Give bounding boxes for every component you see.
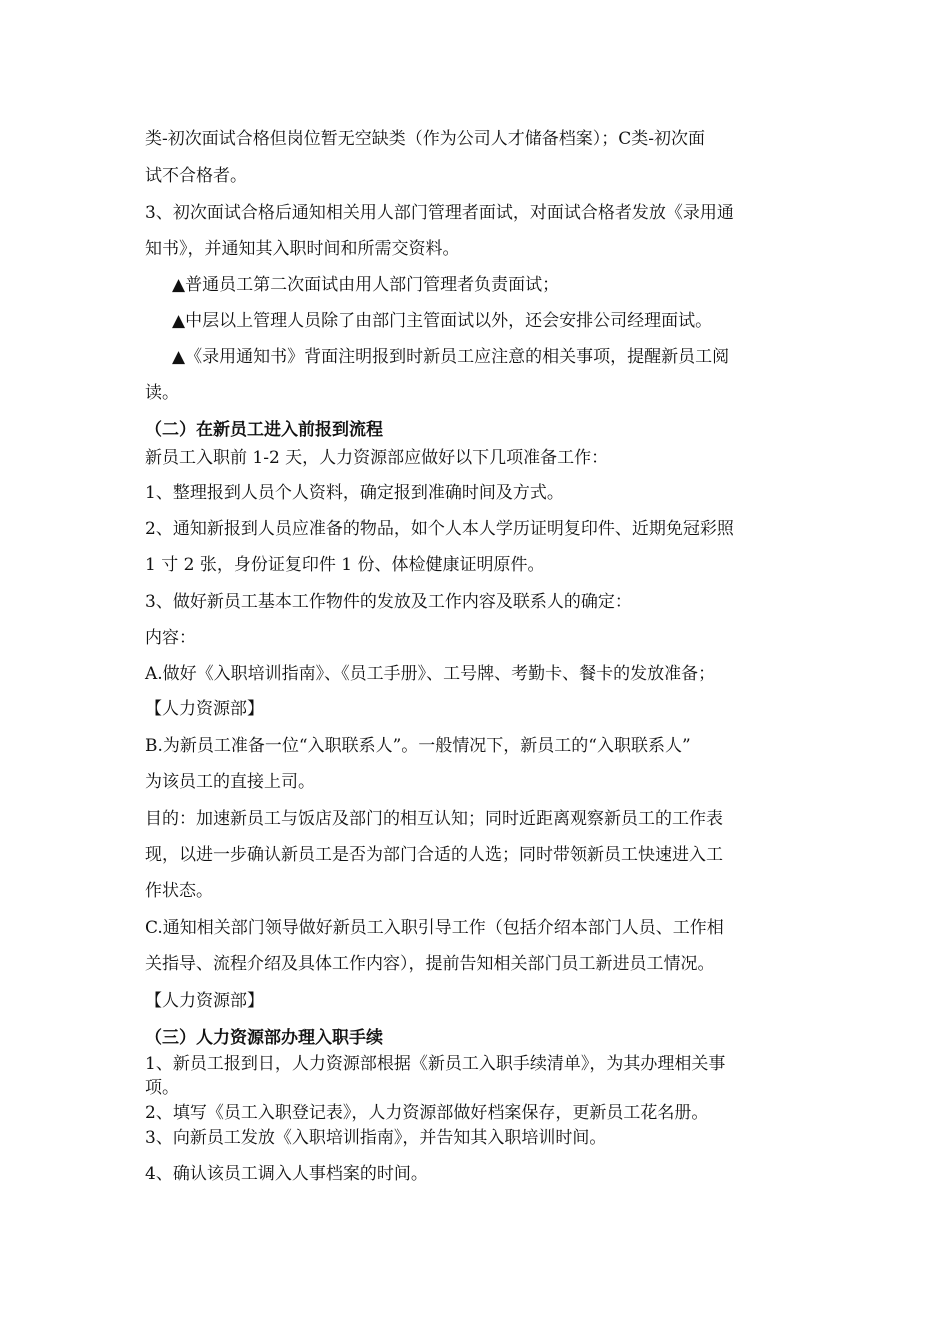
list-item-3: 3、向新员工发放《入职培训指南》，并告知其入职培训时间。: [145, 1128, 607, 1148]
purpose-line: 目的：加速新员工与饭店及部门的相互认知；同时近距离观察新员工的工作表: [145, 809, 723, 829]
purpose-line: 作状态。: [145, 881, 213, 901]
list-item-3: 3、初次面试合格后通知相关用人部门管理者面试，对面试合格者发放《录用通: [145, 203, 734, 223]
list-item-1: 1、新员工报到日，人力资源部根据《新员工入职手续清单》，为其办理相关事: [145, 1054, 726, 1074]
list-item-2: 2、填写《员工入职登记表》，人力资源部做好档案保存，更新员工花名册。: [145, 1103, 709, 1123]
list-item-3: 3、做好新员工基本工作物件的发放及工作内容及联系人的确定：: [145, 592, 632, 612]
list-item-b: B.为新员工准备一位“入职联系人”。一般情况下，新员工的“入职联系人”: [145, 736, 691, 756]
section-heading: （二）在新员工进入前报到流程: [145, 420, 383, 440]
list-item-2: 2、通知新报到人员应准备的物品，如个人本人学历证明复印件、近期免冠彩照: [145, 519, 734, 539]
section-heading: （三）人力资源部办理入职手续: [145, 1028, 383, 1048]
list-item-1: 1、整理报到人员个人资料，确定报到准确时间及方式。: [145, 483, 564, 503]
list-item-c-cont: 关指导、流程介绍及具体工作内容），提前告知相关部门员工新进员工情况。: [145, 954, 715, 974]
purpose-line: 现，以进一步确认新员工是否为部门合适的人选；同时带领新员工快速进入工: [145, 845, 723, 865]
list-item-a: A.做好《入职培训指南》、《员工手册》、工号牌、考勤卡、餐卡的发放准备；: [145, 664, 716, 684]
paragraph-line: 类-初次面试合格但岗位暂无空缺类（作为公司人才储备档案）；C类-初次面: [145, 129, 705, 149]
department-tag: 【人力资源部】: [145, 699, 264, 719]
note-item: ▲中层以上管理人员除了由部门主管面试以外，还会安排公司经理面试。: [172, 311, 713, 331]
note-item: ▲《录用通知书》背面注明报到时新员工应注意的相关事项，提醒新员工阅: [172, 347, 730, 367]
list-item-2-cont: 1 寸 2 张，身份证复印件 1 份、体检健康证明原件。: [145, 555, 545, 575]
department-tag: 【人力资源部】: [145, 991, 264, 1011]
paragraph-line: 新员工入职前 1-2 天，人力资源部应做好以下几项准备工作：: [145, 448, 609, 468]
list-item-c: C.通知相关部门领导做好新员工入职引导工作（包括介绍本部门人员、工作相: [145, 918, 724, 938]
note-item-cont: 读。: [145, 383, 179, 403]
list-item-3-cont: 知书》，并通知其入职时间和所需交资料。: [145, 239, 460, 259]
note-item: ▲普通员工第二次面试由用人部门管理者负责面试；: [172, 275, 560, 295]
list-item-1-cont: 项。: [145, 1078, 179, 1098]
content-label: 内容：: [145, 628, 196, 648]
paragraph-line: 试不合格者。: [145, 166, 247, 186]
list-item-4: 4、确认该员工调入人事档案的时间。: [145, 1164, 428, 1184]
list-item-b-cont: 为该员工的直接上司。: [145, 772, 315, 792]
